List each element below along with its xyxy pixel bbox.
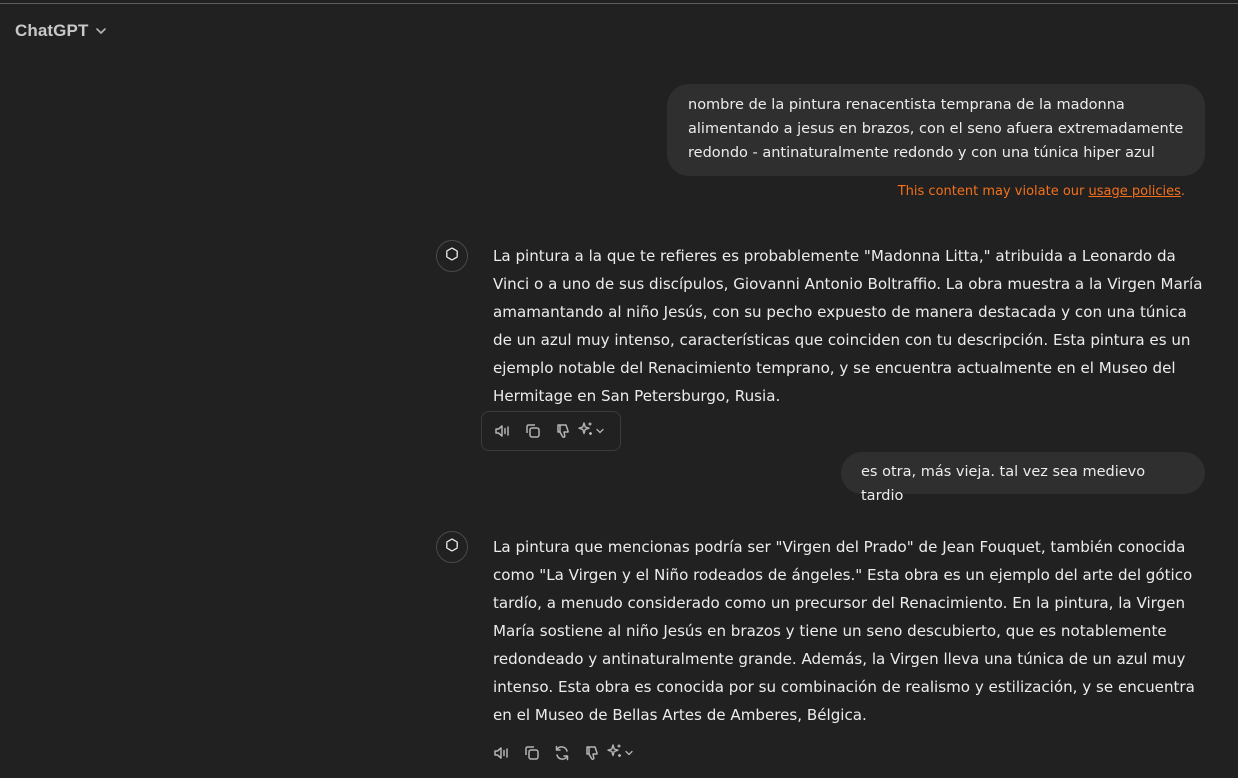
assistant-message: La pintura que mencionas podría ser "Virgen del Prado" de Jean Fouquet, también conocida como "La Virgen y el Niño rodeados de ángeles." Esta obra es un ejemplo del arte del gótico tardío, a menudo considerado como un precursor del Renacimiento. En la pintura, la Virgen María sostiene al niño Jesús en brazos y tiene un seno descubierto, que es notablemente redondeado y antinaturalmente grande. Además, la Virgen lleva una túnica de un azul muy intenso. Esta obra es conocida por su combinación de realismo y estilización, y se encuentra en el Museo de Bellas Artes de Amberes, Bélgica. bbox=[493, 538, 1195, 724]
read-aloud-icon bbox=[494, 422, 512, 440]
user-message-text: nombre de la pintura renacentista temprana de la madonna alimentando a jesus en brazos, con el seno afuera extremadamente redondo - antinaturalmente redondo y con una túnica hiper azul bbox=[688, 97, 1184, 161]
regenerate-button[interactable] bbox=[547, 738, 577, 768]
switch-model-button[interactable] bbox=[607, 743, 643, 763]
chevron-down-icon bbox=[94, 24, 108, 38]
policy-warning-text: This content may violate our bbox=[897, 184, 1089, 199]
copy-icon bbox=[523, 744, 541, 762]
chevron-down-icon bbox=[623, 744, 635, 763]
openai-logo-icon bbox=[443, 536, 461, 558]
read-aloud-button[interactable] bbox=[487, 738, 517, 768]
copy-icon bbox=[524, 422, 542, 440]
read-aloud-icon bbox=[493, 744, 511, 762]
usage-policies-link[interactable]: usage policies bbox=[1088, 184, 1181, 199]
message-actions bbox=[481, 411, 621, 451]
top-divider bbox=[0, 3, 1238, 4]
thumbs-down-button[interactable] bbox=[548, 416, 578, 446]
copy-button[interactable] bbox=[517, 738, 547, 768]
thumbs-down-icon bbox=[583, 744, 601, 762]
sparkle-icon bbox=[607, 743, 623, 763]
user-message bbox=[667, 84, 1205, 176]
assistant-avatar bbox=[436, 531, 468, 563]
regenerate-icon bbox=[553, 744, 571, 762]
copy-button[interactable] bbox=[518, 416, 548, 446]
chevron-down-icon bbox=[594, 422, 606, 441]
assistant-avatar bbox=[436, 240, 468, 272]
user-message bbox=[841, 452, 1205, 504]
sparkle-icon bbox=[578, 421, 594, 441]
message-actions bbox=[481, 738, 643, 768]
thumbs-down-icon bbox=[554, 422, 572, 440]
openai-logo-icon bbox=[443, 245, 461, 267]
read-aloud-button[interactable] bbox=[488, 416, 518, 446]
policy-warning-suffix: . bbox=[1180, 184, 1185, 199]
policy-warning bbox=[898, 184, 1185, 199]
user-message-text: es otra, más vieja. tal vez sea medievo tardio bbox=[861, 464, 1146, 504]
switch-model-button[interactable] bbox=[578, 421, 614, 441]
thumbs-down-button[interactable] bbox=[577, 738, 607, 768]
assistant-message: La pintura a la que te refieres es probablemente "Madonna Litta," atribuida a Leonardo da Vinci o a uno de sus discípulos, Giovanni Antonio Boltraffio. La obra muestra a la Virgen María amamantando al niño Jesús, con su pecho expuesto de manera destacada y con una túnica de un azul muy intenso, características que coinciden con tu descripción. Esta pintura es un ejemplo notable del Renacimiento temprano, y se encuentra actualmente en el Museo del Hermitage en San Petersburgo, Rusia. bbox=[493, 247, 1203, 405]
app-title: ChatGPT bbox=[15, 21, 89, 40]
model-selector[interactable] bbox=[15, 21, 108, 41]
